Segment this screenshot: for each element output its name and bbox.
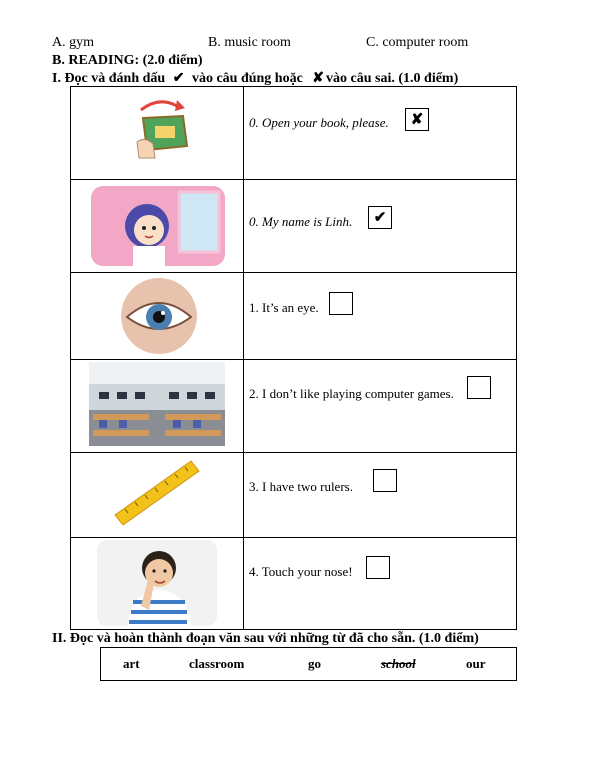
- table-row: [71, 537, 516, 632]
- table-row: [71, 179, 516, 272]
- answer-box[interactable]: [329, 292, 353, 315]
- row-text: 4. Touch your nose!: [249, 564, 353, 579]
- answer-box[interactable]: [467, 376, 491, 399]
- word-item: classroom: [189, 656, 245, 671]
- part1-title: [52, 70, 458, 87]
- word-item: go: [308, 656, 321, 671]
- word-bank: [100, 647, 517, 681]
- boy-touching-nose-picture: [97, 540, 217, 626]
- table-row: [71, 272, 516, 359]
- word-item-used: school: [381, 656, 416, 671]
- row-text: 0. My name is Linh.: [249, 214, 353, 229]
- open-book-picture: [133, 96, 193, 162]
- ruler-picture: [111, 457, 201, 527]
- answer-box[interactable]: [366, 556, 390, 579]
- answer-box[interactable]: ✘: [405, 108, 429, 131]
- table-row: [71, 86, 516, 179]
- part1-title-mid: vào câu đúng hoặc: [191, 71, 303, 86]
- part1-title-end: vào câu sai. (1.0 điểm): [326, 71, 459, 86]
- word-item: art: [123, 656, 140, 671]
- answer-box[interactable]: ✔: [368, 206, 392, 229]
- answer-box[interactable]: [373, 469, 397, 492]
- row-text: 1. It’s an eye.: [249, 300, 319, 315]
- table-row: [71, 452, 516, 537]
- cross-icon: ✘: [312, 71, 325, 86]
- word-item: our: [466, 656, 486, 671]
- row-text: 2. I don’t like playing computer games.: [249, 386, 454, 401]
- exercise-table: [70, 86, 517, 630]
- option-b: B. music room: [208, 35, 291, 50]
- computer-room-picture: [89, 362, 225, 446]
- row-text: 3. I have two rulers.: [249, 479, 353, 494]
- part1-title-start: I. Đọc và đánh dấu: [52, 71, 166, 86]
- eye-picture: [119, 277, 199, 355]
- option-a: A. gym: [52, 35, 94, 50]
- table-row: [71, 359, 516, 452]
- girl-linh-picture: [91, 186, 225, 266]
- part2-title: II. Đọc và hoàn thành đoạn văn sau với những từ đã cho sẵn. (1.0 điểm): [52, 631, 479, 646]
- section-b-title: B. READING: (2.0 điểm): [52, 53, 203, 68]
- option-c: C. computer room: [366, 35, 469, 50]
- check-icon: ✔: [172, 71, 185, 86]
- row-text: 0. Open your book, please.: [249, 115, 389, 130]
